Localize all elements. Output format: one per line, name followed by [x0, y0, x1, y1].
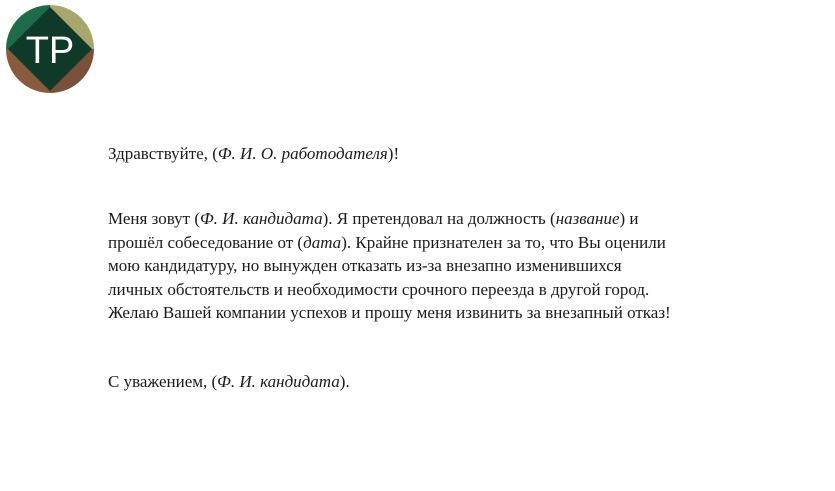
body-text: мою кандидатуру, но вынужден отказать из-за внезапно изменившихся [108, 256, 622, 275]
body-text: ). Я претендовал на должность ( [322, 209, 556, 228]
body-text: прошёл собеседование от ( [108, 232, 304, 252]
body-text: Меня зовут ( [108, 209, 201, 228]
closing-line [108, 370, 808, 394]
body-text: личных обстоятельств и необходимости срочного переезда в другой город. [108, 279, 650, 299]
body-placeholder: Ф. И. кандидата [200, 209, 323, 228]
letter-body [108, 207, 808, 325]
greeting-suffix: )! [387, 144, 400, 163]
closing-suffix: ). [339, 372, 350, 391]
body-line [108, 254, 808, 278]
body-line [108, 301, 808, 325]
body-text: Желаю Вашей компании успехов и прошу меня извинить за внезапный отказ! [108, 303, 671, 322]
closing-candidate-placeholder: Ф. И. кандидата [217, 372, 340, 391]
body-placeholder: дата [303, 232, 342, 252]
logo-emblem-icon [6, 5, 94, 93]
body-line [108, 231, 808, 255]
logo-text: ТР [25, 30, 75, 72]
body-placeholder: название [555, 209, 620, 228]
body-line [108, 278, 808, 302]
greeting-line [108, 142, 808, 166]
logo [6, 5, 94, 93]
body-line [108, 207, 808, 231]
body-text: ) и [619, 209, 639, 228]
greeting-prefix: Здравствуйте, ( [108, 144, 218, 163]
closing-prefix: С уважением, ( [108, 372, 218, 391]
body-text: ). Крайне признателен за то, что Вы оценили [341, 232, 666, 252]
greeting-employer-placeholder: Ф. И. О. работодателя [217, 144, 388, 163]
